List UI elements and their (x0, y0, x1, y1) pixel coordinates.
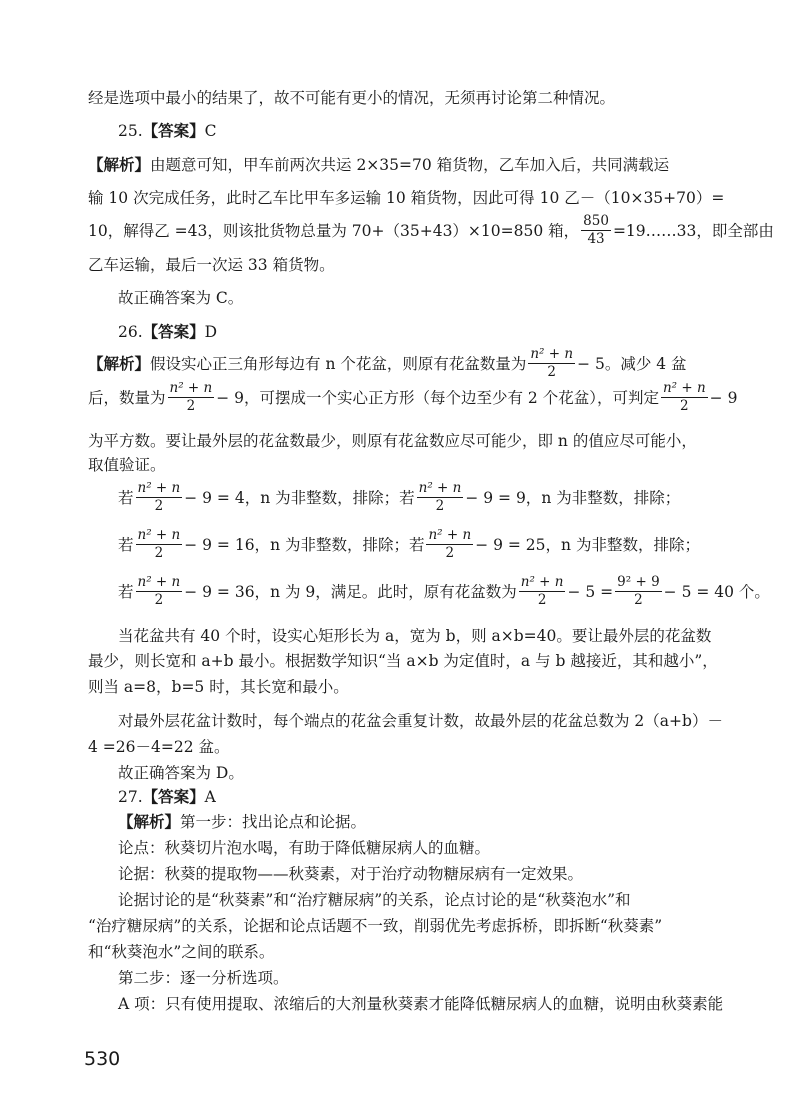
text-segment: 若 (118, 582, 134, 601)
text-segment: n 为非整数，排除； (541, 488, 681, 507)
fraction (615, 574, 661, 609)
text-line: 最少，则长宽和 a+b 最小。根据数学知识“当 a×b 为定值时，a 与 b 越接近，其和越小”， (88, 652, 718, 670)
text-line: 对最外层花盆计数时，每个端点的花盆会重复计数，故最外层的花盆总数为 2（a+b）－ (118, 712, 723, 730)
text-line: 和“秋葵泡水”之间的联系。 (88, 943, 275, 961)
page-number: 530 (84, 1048, 121, 1070)
text-line: 第二步：逐一分析选项。 (118, 969, 289, 987)
text-segment: − 9 = 25， (475, 535, 562, 554)
fraction-denominator: 2 (634, 592, 643, 608)
analysis-line (118, 812, 716, 832)
fraction-numerator: n² + n (418, 480, 462, 496)
text-segment: =19……33，即全部由 (612, 221, 774, 240)
fraction-numerator: n² + n (137, 574, 181, 590)
fraction-numerator: n² + n (137, 480, 181, 496)
text-segment: − 5 = (567, 582, 614, 601)
text-line: 当花盆共有 40 个时，设实心矩形长为 a，宽为 b，则 a×b=40。要让最外层的花盆数 (118, 627, 712, 645)
text-segment: n 为非整数，排除；若 (270, 535, 425, 554)
text-line: 故正确答案为 D。 (118, 764, 244, 782)
text-segment: 由题意可知，甲车前两次共运 2×35=70 箱货物，乙车加入后，共同满载运 (150, 156, 670, 174)
fraction (136, 574, 183, 609)
text-segment: − 9 = 36， (184, 582, 271, 601)
fraction (136, 527, 183, 562)
question-number: 25. (118, 122, 143, 140)
fraction-numerator: n² + n (428, 527, 472, 543)
text-line: “治疗糖尿病”的关系，论据和论点话题不一致，削弱优先考虑拆桥，即拆断“秋葵素” (88, 917, 663, 935)
text-segment: n 为 9，满足。此时，原有花盆数为 (270, 582, 517, 601)
text-line: 输 10 次完成任务，此时乙车比甲车多运输 10 箱货物，因此可得 10 乙－（10×35+70）= (88, 189, 725, 207)
answer-tag: 【答案】 (142, 122, 205, 140)
text-segment: − 9 = 9， (465, 488, 542, 507)
text-line: 则当 a=8，b=5 时，其长宽和最小。 (88, 678, 349, 696)
fraction-numerator: 9² + 9 (617, 574, 660, 590)
analysis-line (88, 155, 716, 175)
text-line: 论点：秋葵切片泡水喝，有助于降低糖尿病人的血糖。 (118, 839, 491, 857)
fraction (417, 480, 464, 515)
fraction (136, 480, 183, 515)
case-line (118, 527, 716, 562)
fraction-numerator: n² + n (530, 346, 574, 362)
fraction-denominator: 2 (547, 364, 556, 380)
fraction-denominator: 43 (587, 231, 605, 247)
text-segment: 若 (118, 488, 134, 507)
fraction-denominator: 2 (154, 545, 164, 561)
text-segment: 后，数量为 (88, 388, 166, 407)
analysis-tag: 【解析】 (118, 813, 181, 831)
text-line: 4 =26－4=22 盆。 (88, 738, 230, 756)
text-segment: − 9 = 16， (184, 535, 271, 554)
text-segment: − 5 = 40 个。 (663, 582, 770, 601)
text-line: A 项：只有使用提取、浓缩后的大剂量秋葵素才能降低糖尿病人的血糖，说明由秋葵素能 (118, 995, 724, 1013)
text-line: 论据讨论的是“秋葵素”和“治疗糖尿病”的关系，论点讨论的是“秋葵泡水”和 (118, 891, 631, 909)
fraction-numerator: n² + n (662, 380, 706, 396)
text-segment: 若 (118, 535, 134, 554)
fraction-denominator: 2 (154, 592, 164, 608)
answer-tag: 【答案】 (142, 788, 205, 806)
question-number: 26. (118, 323, 143, 341)
text-segment: − 9 = 4， (184, 488, 261, 507)
text-line: 为平方数。要让最外层的花盆数最少，则原有花盆数应尽可能少，即 n 的值应尽可能小， (88, 432, 697, 450)
fraction (519, 574, 566, 609)
answer-value: D (204, 323, 218, 341)
fraction-numerator: 850 (583, 213, 609, 229)
fraction-denominator: 2 (445, 545, 455, 561)
answer-heading-27 (118, 787, 716, 807)
analysis-line (88, 346, 716, 381)
analysis-tag: 【解析】 (88, 354, 151, 373)
fraction-numerator: n² + n (169, 380, 213, 396)
answer-heading-26 (118, 322, 716, 342)
fraction-numerator: n² + n (137, 527, 181, 543)
fraction-denominator: 2 (537, 592, 547, 608)
analysis-tag: 【解析】 (88, 156, 151, 174)
text-line-with-fraction (88, 380, 738, 415)
answer-heading-25 (118, 121, 716, 141)
fraction-denominator: 2 (680, 398, 689, 414)
text-segment: − 9，可摆成一个实心正方形（每个边至少有 2 个花盆），可判定 (216, 388, 659, 407)
text-segment: − 5。减少 4 盆 (577, 354, 687, 373)
text-segment: 10，解得乙 =43，则该批货物总量为 70+（35+43）×10=850 箱， (88, 221, 580, 240)
fraction-denominator: 2 (435, 498, 445, 514)
text-line: 经是选项中最小的结果了，故不可能有更小的情况，无须再讨论第二种情况。 (88, 89, 616, 107)
fraction (168, 380, 215, 415)
fraction-denominator: 2 (154, 498, 164, 514)
case-line (118, 574, 770, 609)
answer-value: A (204, 788, 216, 806)
answer-tag: 【答案】 (142, 323, 205, 341)
text-segment: 第一步：找出论点和论据。 (180, 813, 367, 831)
text-line-with-fraction (88, 213, 774, 248)
text-line: 乙车运输，最后一次运 33 箱货物。 (88, 256, 335, 274)
fraction-denominator: 2 (186, 398, 196, 414)
fraction-numerator: n² + n (520, 574, 564, 590)
text-segment: − 9 (709, 388, 738, 407)
fraction (581, 213, 611, 248)
fraction (426, 527, 473, 562)
case-line (118, 480, 716, 515)
text-line: 取值验证。 (88, 456, 166, 474)
text-segment: n 为非整数，排除；若 (260, 488, 415, 507)
text-segment: n 为非整数，排除； (561, 535, 700, 554)
text-line: 论据：秋葵的提取物——秋葵素，对于治疗动物糖尿病有一定效果。 (118, 865, 584, 883)
fraction (528, 346, 575, 381)
question-number: 27. (118, 788, 143, 806)
text-line: 故正确答案为 C。 (118, 289, 244, 307)
answer-value: C (204, 122, 217, 140)
text-segment: 假设实心正三角形每边有 n 个花盆，则原有花盆数量为 (150, 354, 527, 373)
fraction (661, 380, 708, 415)
